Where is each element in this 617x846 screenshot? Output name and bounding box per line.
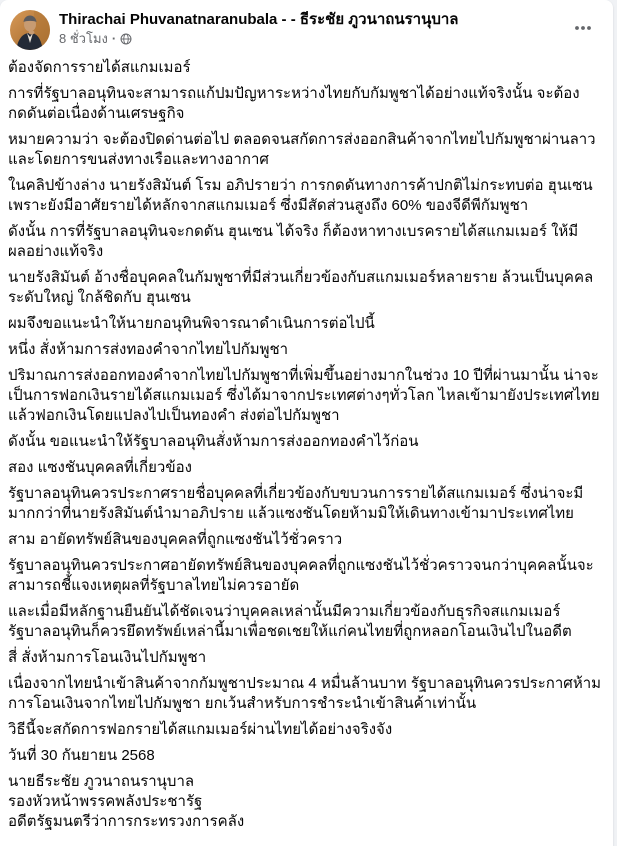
avatar[interactable]: [10, 10, 50, 50]
post-paragraph-item-three: สาม อายัดทรัพย์สินของบุคคลที่ถูกแซงชันไว้ชั่วคราว: [8, 531, 343, 548]
post-body-text: [0, 56, 613, 846]
post-meta[interactable]: [59, 31, 567, 47]
post-signature: นายธีระชัย ภูวนาถนรานุบาล รองหัวหน้าพรรคพลังประชารัฐ อดีตรัฐมนตรีว่าการกระทรวงการคลัง: [8, 773, 245, 830]
post-paragraph: ปริมาณการส่งออกทองคำจากไทยไปกัมพูชาที่เพิ่มขึ้นอย่างมากในช่วง 10 ปีที่ผ่านมานั้น น่าจะเป็นการฟอกเงินรายได้สแกมเมอร์ ซึ่งได้มาจากประเทศต่างๆทั่วโลก ไหลเข้ามายังประเทศไทย แล้วฟอกเงินโดยแปลงไปเป็นทองคำ ส่งต่อไปกัมพูชา: [8, 367, 600, 424]
ellipsis-icon: [573, 18, 593, 38]
post-paragraph: ต้องจัดการรายได้สแกมเมอร์: [8, 59, 191, 76]
more-options-button[interactable]: [567, 12, 599, 44]
profile-photo-icon: [10, 10, 50, 50]
post-date: วันที่ 30 กันยายน 2568: [8, 747, 155, 764]
post-paragraph-item-four: สี่ สั่งห้ามการโอนเงินไปกัมพูชา: [8, 649, 207, 666]
post-paragraph: ผมจึงขอแนะนำให้นายกอนุทินพิจารณาดำเนินการต่อไปนี้: [8, 315, 375, 332]
post-paragraph: รัฐบาลอนุทินควรประกาศอายัดทรัพย์สินของบุคคลที่ถูกแซงชันไว้ชั่วคราวจนกว่าบุคคลนั้นจะสามารถชี้แจงเหตุผลที่รัฐบาลไทยไม่ควรอายัด: [8, 557, 594, 594]
meta-separator: ·: [111, 31, 117, 46]
post-paragraph: วิธีนี้จะสกัดการฟอกรายได้สแกมเมอร์ผ่านไทยได้อย่างจริงจัง: [8, 721, 393, 738]
post-paragraph: ดังนั้น ขอแนะนำให้รัฐบาลอนุทินสั่งห้ามการส่งออกทองคำไว้ก่อน: [8, 433, 419, 450]
post-paragraph-item-two: สอง แซงชันบุคคลที่เกี่ยวข้อง: [8, 459, 192, 476]
post-paragraph: นายรังสิมันต์ อ้างชื่อบุคคลในกัมพูชาที่มีส่วนเกี่ยวข้องกับสแกมเมอร์หลายราย ล้วนเป็นบุคคลระดับใหญ่ ใกล้ชิดกับ ฮุนเซน: [8, 269, 594, 306]
post-paragraph: รัฐบาลอนุทินควรประกาศรายชื่อบุคคลที่เกี่ยวข้องกับขบวนการรายได้สแกมเมอร์ ซึ่งน่าจะมีมากกว่าที่นายรังสิมันต์นำมาอภิปราย แล้วแซงชันโดยห้ามมิให้เดินทางเข้ามาประเทศไทย: [8, 485, 584, 522]
post-paragraph: การที่รัฐบาลอนุทินจะสามารถแก้ปมปัญหาระหว่างไทยกับกัมพูชาได้อย่างแท้จริงนั้น จะต้องกดดันต่อเนื่องด้านเศรษฐกิจ: [8, 85, 580, 122]
author-name[interactable]: Thirachai Phuvanatnaranubala - - ธีระชัย ภูวนาถนรานุบาล: [59, 11, 459, 28]
post-header: [0, 0, 613, 56]
header-texts: [59, 10, 567, 47]
post-paragraph: เนื่องจากไทยนำเข้าสินค้าจากกัมพูชาประมาณ 4 หมื่นล้านบาท รัฐบาลอนุทินควรประกาศห้ามการโอนเงินจากไทยไปกัมพูชา ยกเว้นสำหรับการชำระนำเข้าสินค้าเท่านั้น: [8, 675, 602, 712]
post-paragraph: หมายความว่า จะต้องปิดด่านต่อไป ตลอดจนสกัดการส่งออกสินค้าจากไทยไปกัมพูชาผ่านลาว และโดยการขนส่งทางเรือและทางอากาศ: [8, 131, 596, 168]
timestamp[interactable]: 8 ชั่วโมง: [59, 31, 108, 46]
post-paragraph-item-one: หนึ่ง สั่งห้ามการส่งทองคำจากไทยไปกัมพูชา: [8, 341, 289, 358]
post-paragraph: ในคลิปข้างล่าง นายรังสิมันต์ โรม อภิปรายว่า การกดดันทางการค้าปกติไม่กระทบต่อ ฮุนเซน เพราะยังมีอาศัยรายได้หลักจากสแกมเมอร์ ซึ่งมีสัดส่วนสูงถึง 60% ของจีดีพีกัมพูชา: [8, 177, 593, 214]
post-paragraph: ดังนั้น การที่รัฐบาลอนุทินจะกดดัน ฮุนเซน ได้จริง ก็ต้องหาทางเบรครายได้สแกมเมอร์ ให้มีผลอย่างแท้จริง: [8, 223, 579, 260]
post-paragraph: และเมื่อมีหลักฐานยืนยันได้ชัดเจนว่าบุคคลเหล่านั้นมีความเกี่ยวข้องกับธุรกิจสแกมเมอร์ รัฐบาลอนุทินก็ควรยึดทรัพย์เหล่านี้มาเพื่อชดเชยให้แก่คนไทยที่ถูกหลอกโอนเงินไปในอดีต: [8, 603, 572, 640]
globe-icon: [120, 33, 132, 45]
